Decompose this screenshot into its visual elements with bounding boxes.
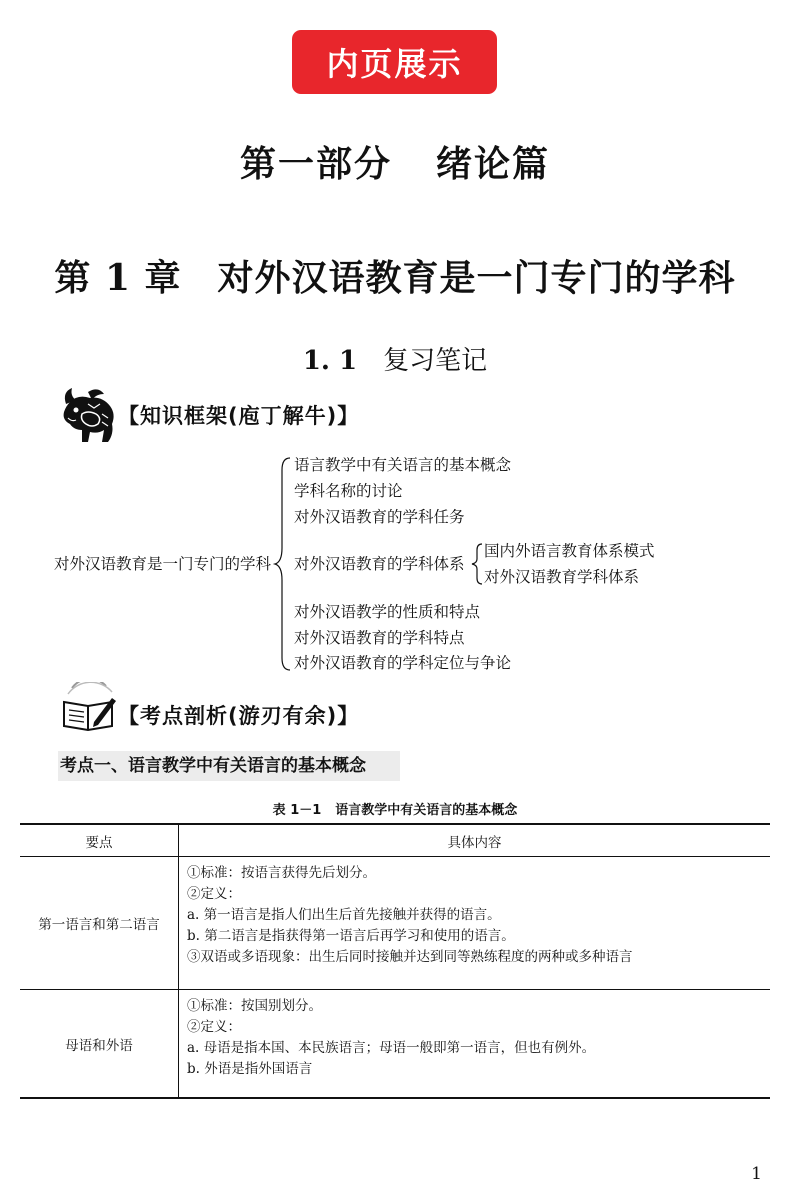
content-line: ①标准：按语言获得先后划分。 [187,865,376,881]
book-pen-icon [60,682,116,732]
concepts-table [20,823,770,1099]
content-line: ②定义： [187,1019,241,1035]
point-title: 考点一、语言教学中有关语言的基本概念 [58,751,400,781]
chapter-number: 第 1 章 [54,257,182,299]
part-number: 第一部分 [239,144,392,185]
table-caption [0,799,790,818]
table-row [20,857,770,990]
table-header-row [20,824,770,857]
content-line: b. 第二语言是指获得第一语言后再学习和使用的语言。 [187,928,515,944]
framework-heading: 【知识框架(庖丁解牛)】 [118,404,360,428]
table-header-cell: 要点 [20,824,179,857]
content-line: b. 外语是指外国语言 [187,1061,313,1077]
framework-sub-branch: 对外汉语教育学科体系 [484,568,640,586]
table-content-cell [179,990,771,1099]
content-line: a. 母语是指本国、本民族语言；母语一般即第一语言，但也有例外。 [187,1040,596,1056]
banner-label: 内页展示 [326,45,463,83]
part-name: 绪论篇 [436,144,551,185]
table-caption-number: 表 1－1 [272,803,322,818]
chapter-title [0,250,790,301]
framework-branch: 对外汉语教育的学科体系 [294,555,465,573]
table-key-cell: 第一语言和第二语言 [20,857,179,990]
framework-branch: 对外汉语教育的学科定位与争论 [294,654,512,672]
brace-icon [470,542,484,586]
ox-icon [58,384,118,446]
page-number: 1 [751,1164,762,1184]
framework-root: 对外汉语教育是一门专门的学科 [54,555,272,573]
table-row [20,990,770,1099]
table-header-cell: 具体内容 [179,824,771,857]
framework-branch: 对外汉语教育的学科任务 [294,508,465,526]
content-line: a. 第一语言是指人们出生后首先接触并获得的语言。 [187,907,501,923]
framework-branch: 语言教学中有关语言的基本概念 [294,456,512,474]
content-line: ③双语或多语现象：出生后同时接触并达到同等熟练程度的两种或多种语言 [187,949,633,965]
content-line: ②定义： [187,886,241,902]
part-title [0,136,790,187]
brace-icon [272,456,294,672]
page-banner [292,30,497,94]
section-title [0,340,790,377]
table-content-cell [179,857,771,990]
framework-sub-branch: 国内外语言教育体系模式 [484,542,655,560]
framework-branch: 对外汉语教育的学科特点 [294,629,465,647]
content-line: ①标准：按国别划分。 [187,998,322,1014]
table-key-cell: 母语和外语 [20,990,179,1099]
section-name: 复习笔记 [383,346,488,376]
section-number: 1. 1 [302,346,358,376]
framework-branch: 学科名称的讨论 [294,482,403,500]
framework-branch: 对外汉语教学的性质和特点 [294,603,481,621]
chapter-name: 对外汉语教育是一门专门的学科 [217,257,736,299]
analysis-heading: 【考点剖析(游刃有余)】 [118,704,360,728]
table-caption-title: 语言教学中有关语言的基本概念 [335,803,518,818]
